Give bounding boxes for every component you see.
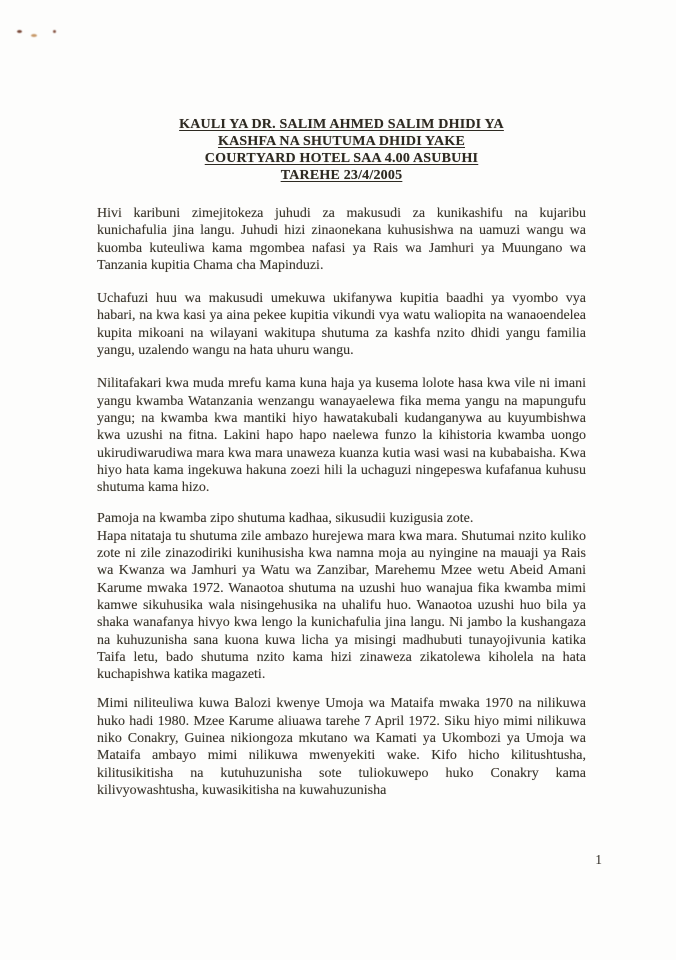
scan-speck: [53, 30, 56, 33]
title-line-1: KAULI YA DR. SALIM AHMED SALIM DHIDI YA: [179, 117, 504, 132]
paragraph-4: Pamoja na kwamba zipo shutuma kadhaa, sikusudii kuzigusia zote.: [97, 511, 474, 527]
paragraph-2: Uchafuzi huu wa makusudi umekuwa ukifanywa kupitia baadhi ya vyombo vya habari, na kwa kasi ya aina pekee kupitia vikundi vya watu waliopita na wanaoendelea kupita mikoani na wilayani wakitupa shutuma za kashfa nzito dhidi yangu familia yangu, uzalendo wangu na hata uhuru wangu.: [97, 291, 586, 359]
paragraph-3: Nilitafakari kwa muda mrefu kama kuna haja ya kusema lolote hasa kwa vile ni imani yangu kwamba Watanzania wenzangu wanayaelewa fika mema yangu na mapungufu yangu; na kwamba kwa mantiki hiyo hawatakubali kudanganywa au kuyumbishwa kwa uzushi na fitna. Lakini hapo hapo naelewa funzo la kihistoria kwamba uongo ukirudiwarudiwa mara kwa mara unaweza kuanza kutia wasi wasi na kubabaisha. Kwa hiyo hata kama ingekuwa hakuna zoezi hili la uchaguzi ningepeswa kufafanua kuhusu shutuma kama hizo.: [97, 376, 586, 496]
paragraph-5: Hapa nitataja tu shutuma zile ambazo hurejewa mara kwa mara. Shutumai nzito kuliko zote ni zile zinazodiriki kunihusisha kwa namna moja au nyingine na mauaji ya Rais wa Kwanza wa Jamhuri ya Watu wa Zanzibar, Marehemu Mzee wetu Abeid Amani Karume mwaka 1972. Wanaotoa shutuma na uzushi huo wanajua fika kwamba mimi kamwe sikuhusika wala nisingehusika na uhalifu huo. Wanaotoa uzushi huo bila ya shaka wanafanya hivyo kwa lengo la kunichafulia jina langu. Ni jambo la kushangaza na kuhuzunisha sana kuona kuwa licha ya misingi madhubuti tunayojivunia katika Taifa letu, bado shutuma nzito kama hizi zinaweza zikatolewa kiholela na hata kuchapishwa katika magazeti.: [97, 528, 586, 683]
title-line-4: TAREHE 23/4/2005: [280, 168, 403, 183]
scan-speck: [31, 34, 37, 37]
page-number: 1: [595, 852, 602, 867]
paragraph-6: Mimi niliteuliwa kuwa Balozi kwenye Umoja wa Mataifa mwaka 1970 na nilikuwa huko hadi 1980. Mzee Karume aliuawa tarehe 7 April 1972. Siku hiyo mimi nilikuwa niko Conakry, Guinea nikiongoza mkutano wa Kamati ya Ukombozi ya Umoja wa Mataifa ambayo mimi nilikuwa mwenyekiti wake. Kifo hicho kilitushtusha, kilitusikitisha na kutuhuzunisha sote tuliokuwepo huko Conakry kama kilivyowashtusha, kuwasikitisha na kuwahuzunisha: [97, 696, 586, 798]
title-line-2: KASHFA NA SHUTUMA DHIDI YAKE: [217, 134, 465, 149]
paragraph-1: Hivi karibuni zimejitokeza juhudi za makusudi za kunikashifu na kujaribu kunichafulia jina langu. Juhudi hizi zinaonekana kuhusishwa na uamuzi wangu wa kuomba kuteuliwa kama mgombea nafasi ya Rais wa Jamhuri ya Muungano wa Tanzania kupitia Chama cha Mapinduzi.: [97, 206, 586, 273]
scan-speck: [17, 30, 22, 33]
document-body: [97, 116, 586, 815]
document-title: [97, 116, 586, 184]
title-line-3: COURTYARD HOTEL SAA 4.00 ASUBUHI: [204, 151, 479, 166]
